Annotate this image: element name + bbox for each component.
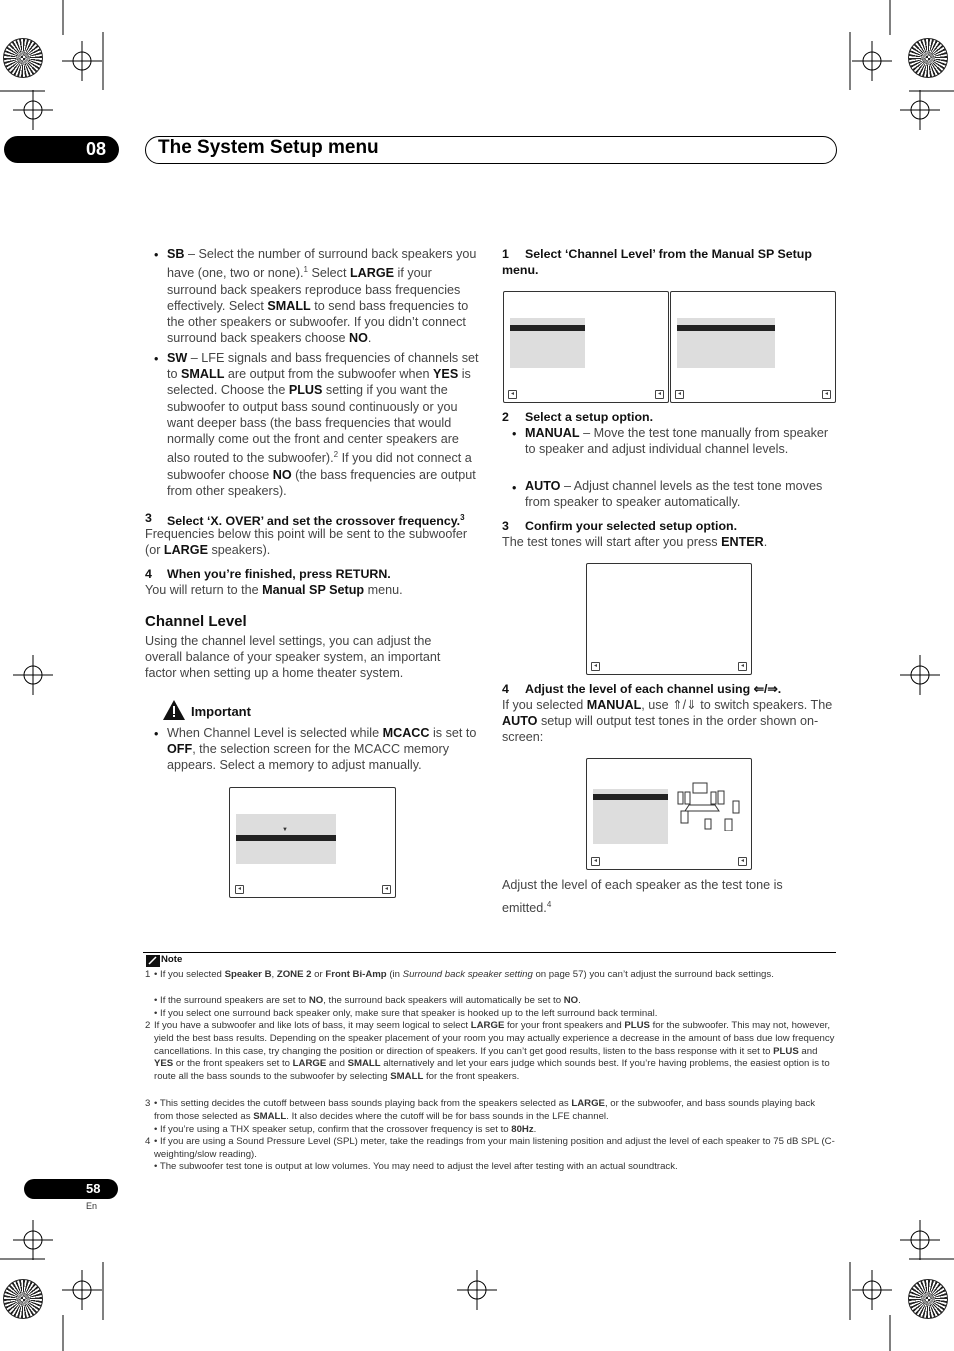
- osd-screen-manual-sp-setup: [503, 291, 669, 403]
- channel-level-heading: Channel Level: [145, 613, 247, 630]
- exit-icon: ◂: [738, 857, 747, 866]
- osd-screen-channel-level-option: [670, 291, 836, 403]
- return-icon: ◂: [591, 662, 600, 671]
- left-step-4-body: You will return to the Manual SP Setup menu.: [145, 583, 403, 597]
- auto-option: AUTO – Adjust channel levels as the test tone moves from speaker to speaker automatically.: [525, 479, 823, 510]
- crosshair-icon: [13, 655, 53, 695]
- crosshair-icon: [62, 41, 102, 81]
- exit-icon: ◂: [738, 662, 747, 671]
- crosshair-icon: [13, 1220, 53, 1260]
- selected-row: [236, 835, 336, 841]
- return-icon: ◂: [235, 885, 244, 894]
- crosshair-icon: [900, 90, 940, 130]
- manual-option: MANUAL – Move the test tone manually from speaker to speaker and adjust individual channel levels.: [525, 426, 829, 457]
- note-2: If you have a subwoofer and like lots of bass, it may seem logical to select LARGE for your front speakers and PLUS for the subwoofer. This may not, however, yield the best bass results. Depending on the speaker placement of your room you may actually experience a decrease in the amount of bass due low frequency cancellations. In this case, try changing the position or direction of speakers. If you can’t get good results, listen to the bass response with it set to PLUS and YES or the front speakers set to LARGE and SMALL alternatively and let your ears judge which sounds best. If you’re having problems, the easiest option is to route all the bass sounds to the subwoofer by selecting SMALL for the front speakers.: [154, 1020, 835, 1083]
- note-4-num: 4: [145, 1136, 151, 1147]
- left-step-3-num: 3: [145, 511, 152, 525]
- note-4b: • The subwoofer test tone is output at low volumes. You may need to adjust the level after testing with an actual soundtrack.: [154, 1161, 678, 1172]
- language-code: En: [86, 1201, 98, 1211]
- note-divider: [143, 952, 836, 953]
- osd-screen-test-tone: [586, 563, 752, 675]
- registration-sunburst-bottom-right: [908, 1279, 948, 1319]
- channel-level-body: Using the channel level settings, you can adjust the overall balance of your speaker system, an important factor when setting up a home theater system.: [145, 634, 441, 681]
- level-caption: Adjust the level of each speaker as the test tone is emitted.$^4$: [502, 878, 783, 916]
- sb-bullet: SB – Select the number of surround back speakers you have (one, two or none).$^1$ Select LARGE if your surround back speakers reproduce bass frequencies effectively. Select SMALL to send bass frequencies to the other speakers or subwoofer. If you didn’t connect surround back speakers choose NO.: [167, 247, 477, 346]
- speaker-layout-icon: [675, 781, 747, 831]
- return-icon: ◂: [591, 857, 600, 866]
- right-step-4-body: If you selected MANUAL, use ⇑/⇓ to switch speakers. The AUTO setup will output test tones in the order shown on-screen:: [502, 698, 833, 745]
- osd-screen-mcacc-memory: [229, 787, 396, 898]
- selected-row: [510, 325, 585, 331]
- crosshair-icon: [457, 1270, 497, 1310]
- page-number: 58: [86, 1181, 101, 1196]
- crosshair-icon: [900, 655, 940, 695]
- note-label: Note: [161, 954, 183, 965]
- page-tab: [24, 1179, 118, 1199]
- note-1c: • If you select one surround back speaker only, make sure that speaker is hooked up to the left surround back terminal.: [154, 1008, 658, 1019]
- crosshair-icon: [852, 41, 892, 81]
- right-step-2-heading: Select a setup option.: [525, 410, 654, 424]
- right-step-3-heading: Confirm your selected setup option.: [525, 519, 738, 533]
- sw-bullet: SW – LFE signals and bass frequencies of channels set to SMALL are output from the subwoofer when YES is selected. Choose the PLUS setting if you want the subwoofer to output bass sound continuously or you want deeper bass (the bass frequencies that would normally come out the front and center speakers are also routed to the subwoofer).$^2$ If you did not connect a subwoofer choose NO (the bass frequencies are output from other speakers).: [167, 351, 479, 498]
- left-step-4-num: 4: [145, 567, 152, 581]
- note-1b: • If the surround speakers are set to NO, the surround back speakers will automatically be set to NO.: [154, 995, 581, 1006]
- left-step-3-body: Frequencies below this point will be sent to the subwoofer (or LARGE speakers).: [145, 527, 468, 558]
- crosshair-icon: [13, 90, 53, 130]
- note-3-num: 3: [145, 1098, 151, 1109]
- important-label: Important: [191, 704, 251, 719]
- exit-icon: ◂: [382, 885, 391, 894]
- warning-icon: [162, 699, 186, 721]
- exit-icon: ◂: [822, 390, 831, 399]
- note-3b: • If you’re using a THX speaker setup, confirm that the crossover frequency is set to 80Hz.: [154, 1124, 537, 1135]
- right-step-4-num: 4: [502, 682, 509, 696]
- note-4a: • If you are using a Sound Pressure Level (SPL) meter, take the readings from your main listening position and adjust the level of each speaker to 75 dB SPL (C-weighting/slow reading).: [154, 1136, 835, 1160]
- crosshair-icon: [852, 1270, 892, 1310]
- selected-row: [593, 794, 668, 800]
- return-icon: ◂: [675, 390, 684, 399]
- up-arrow-icon: ▼: [282, 827, 288, 833]
- osd-screen-level-adjust: [586, 758, 752, 870]
- note-icon: [146, 955, 160, 967]
- right-step-4-heading: Adjust the level of each channel using ⇐/⇒.: [525, 682, 782, 696]
- return-icon: ◂: [508, 390, 517, 399]
- crosshair-icon: [62, 1270, 102, 1310]
- exit-icon: ◂: [655, 390, 664, 399]
- selected-row: [677, 325, 775, 331]
- note-1-num: 1: [145, 969, 151, 980]
- right-step-1-num: 1: [502, 247, 509, 261]
- right-step-1-heading: Select ‘Channel Level’ from the Manual SP Setup menu.: [502, 247, 812, 277]
- note-1a: • If you selected Speaker B, ZONE 2 or Front Bi-Amp (in Surround back speaker setting on page 57) you can’t adjust the surround back settings.: [154, 969, 774, 980]
- registration-sunburst-top-right: [908, 38, 948, 78]
- crosshair-icon: [900, 1220, 940, 1260]
- chapter-number: 08: [86, 139, 107, 159]
- left-step-3-heading: Select ‘X. OVER’ and set the crossover frequency.$^3$: [167, 513, 465, 529]
- note-2-num: 2: [145, 1020, 151, 1031]
- right-step-2-num: 2: [502, 410, 509, 424]
- right-step-3-body: The test tones will start after you press ENTER.: [502, 535, 768, 549]
- registration-sunburst-top-left: [3, 38, 43, 78]
- registration-sunburst-bottom-left: [3, 1279, 43, 1319]
- important-text: When Channel Level is selected while MCACC is set to OFF, the selection screen for the MCACC memory appears. Select a memory to adjust manually.: [167, 726, 477, 773]
- right-step-3-num: 3: [502, 519, 509, 533]
- page-title: The System Setup menu: [158, 137, 379, 158]
- left-step-4-heading: When you’re finished, press RETURN.: [167, 567, 391, 581]
- note-3a: • This setting decides the cutoff between bass sounds playing back from the speakers selected as LARGE, or the subwoofer, and bass sounds playing back from those selected as SMALL. It also decides where the cutoff will be for bass sounds in the LFE channel.: [154, 1098, 816, 1122]
